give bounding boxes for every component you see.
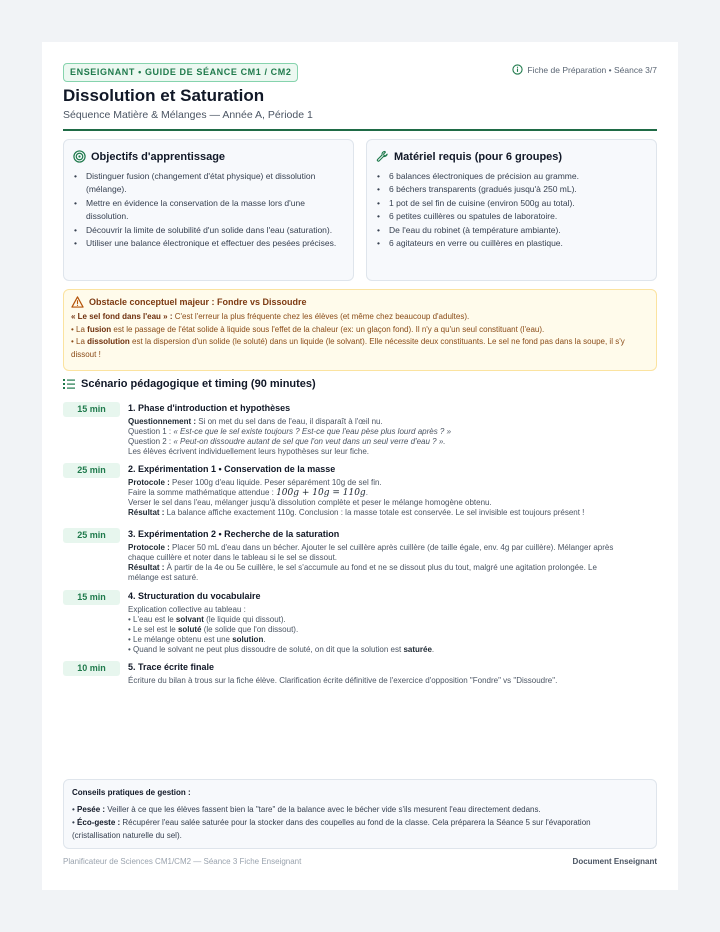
step-title: 4. Structuration du vocabulaire [128,591,261,601]
warning-icon [71,296,84,308]
list-item: • Distinguer fusion (changement d'état physique) et dissolution (mélange). [73,170,344,197]
page-title: Dissolution et Saturation [63,86,265,105]
math-formula: 100g + 10g = 110g [276,488,366,498]
step-title: 5. Trace écrite finale [128,662,215,672]
vocab-term: solvant [175,615,204,624]
materials-header [376,150,647,163]
step-body [128,402,657,457]
step-title: 2. Expérimentation 1 • Conservation de la masse [128,464,336,474]
step-body [128,463,657,518]
duration-badge: 25 min [63,463,120,478]
obstacle-title: Obstacle conceptuel majeur : Fondre vs Dissoudre [89,297,307,307]
role-badge: ENSEIGNANT • GUIDE DE SÉANCE CM1 / CM2 [63,63,298,82]
step-text: La balance affiche exactement 110g. Conclusion : la masse totale est conservée. Le sel invisible est toujours présent ! [164,508,585,517]
materials-card [366,139,657,281]
scenario-header [63,378,316,390]
vocab-term: saturée [403,645,432,654]
step-line [128,478,657,488]
step-line [128,508,657,518]
step-line: Les élèves écrivent individuellement leurs hypothèses sur leur fiche. [128,447,370,456]
prep-label [512,64,657,75]
objectives-card [63,139,354,281]
tip-text: Veiller à ce que les élèves fassent bien la "tare" de la balance avec le bécher vide s'ils mesurent l'eau directement dedans. [105,805,541,814]
list-item: • 1 pot de sel fin de cuisine (environ 500g au total). [376,197,647,210]
step-line [128,645,657,655]
step-label: Résultat : [128,508,165,517]
step-title: 1. Phase d'introduction et hypothèses [128,403,291,413]
step-label: Résultat : [128,563,165,572]
step-line [128,427,657,437]
step-line [128,563,657,573]
list-item: • De l'eau du robinet (à température ambiante). [376,224,647,237]
step-text: • Le mélange obtenu est une [128,635,233,644]
step-text: . [365,488,368,497]
step-quote: « Est-ce que le sel existe toujours ? Est-ce que l'eau pèse plus lourd après ? » [173,427,452,436]
obstacle-text: est la dispersion d'un solide (le soluté) dans un liquide (le solvant). Elle nécessite deux constituants. Le sel ne fond pas dans la soupe, il s'y dissout ! [71,337,625,359]
target-icon [73,150,86,163]
step-body [128,528,657,583]
obstacle-text: C'est l'erreur la plus fréquente chez les élèves (et même chez beaucoup d'adultes). [172,312,470,321]
page-subtitle: Séquence Matière & Mélanges — Année A, Période 1 [63,109,313,121]
duration-badge: 15 min [63,590,120,605]
obstacle-line [71,311,649,324]
obstacle-text: • La [71,324,88,334]
objectives-title: Objectifs d'apprentissage [91,150,226,163]
step-text: . [431,645,435,654]
obstacle-term: fusion [87,324,112,334]
step-text: (le solide que l'on dissout). [201,625,299,634]
wrench-icon [376,150,389,163]
step-line [128,543,657,553]
tip-line: • Pesée : Veiller à ce que les élèves fassent bien la "tare" de la balance avec le bécher vide s'ils mesurent l'eau directement dedans. [72,805,541,814]
list-item: • 6 agitateurs en verre ou cuillères en plastique. [376,237,647,250]
tip-label: Éco-geste : [77,818,121,827]
footer-left: Planificateur de Sciences CM1/CM2 — Séance 3 Fiche Enseignant [63,857,302,866]
step-text: Question 1 : [128,427,174,436]
step-line: Écriture du bilan à trous sur la fiche élève. Clarification écrite définitive de l'exercice d'opposition "Fondre" vs "Dissoudre". [128,676,558,685]
vocab-term: solution [232,635,264,644]
step-title: 3. Expérimentation 2 • Recherche de la saturation [128,529,340,539]
tips-card [63,779,657,849]
step-text: Placer 50 mL d'eau dans un bécher. Ajouter le sel cuillère après cuillère (de taille égale, env. 4g par cuillère). Mélanger après [169,543,614,552]
obstacle-term: « Le sel fond dans l'eau » : [71,312,173,321]
scenario-title: Scénario pédagogique et timing (90 minutes) [81,378,316,390]
step-text: Faire la somme mathématique attendue : [128,488,277,497]
duration-badge: 15 min [63,402,120,417]
list-item: • Mettre en évidence la conservation de la masse lors d'une dissolution. [73,197,344,224]
step-label: Protocole : [128,478,170,487]
step-quote: « Peut-on dissoudre autant de sel que l'on veut dans un seul verre d'eau ? ». [173,437,446,446]
objectives-header [73,150,344,163]
step-text: • Quand le solvant ne peut plus dissoudre de soluté, on dit que la solution est [128,645,404,654]
vocab-term: soluté [177,625,202,634]
obstacle-line [71,336,649,361]
tip-text: Récupérer l'eau salée saturée pour la stocker dans des coupelles au fond de la classe. Cela préparera la Séance 5 sur l'évaporation [120,818,591,827]
list-item: • 6 balances électroniques de précision au gramme. [376,170,647,183]
list-item: • 6 petites cuillères ou spatules de laboratoire. [376,210,647,223]
tips-title: Conseils pratiques de gestion : [72,788,191,797]
duration-badge: 25 min [63,528,120,543]
obstacle-text: • La [71,337,88,347]
step-text: Si on met du sel dans de l'eau, il disparaît à l'œil nu. [196,417,383,426]
step-line: mélange est saturé. [128,573,199,582]
step-line: Verser le sel dans l'eau, mélanger jusqu'à dissolution complète et peser le mélange homogène obtenu. [128,498,492,507]
step-text: Peser 100g d'eau liquide. Peser séparément 10g de sel fin. [169,478,382,487]
footer-right: Document Enseignant [572,857,657,866]
step-line [128,417,657,427]
step-text: • Le sel est le [128,625,178,634]
step-line: Explication collective au tableau : [128,605,246,614]
materials-list [376,170,647,250]
obstacle-term: dissolution [87,337,130,347]
step-line [128,488,657,498]
materials-title: Matériel requis (pour 6 groupes) [394,150,563,163]
objectives-list [73,170,344,250]
step-body [128,590,657,655]
step-line [128,437,657,447]
obstacle-header [71,296,649,308]
step-text: • L'eau est le [128,615,176,624]
step-line [128,635,657,645]
step-label: Questionnement : [128,417,197,426]
tip-line: (cristallisation naturelle du sel). [72,831,182,840]
prep-text: Fiche de Préparation • Séance 3/7 [527,64,657,75]
list-icon [63,378,75,390]
step-text: (le liquide qui dissout). [203,615,286,624]
step-text: Question 2 : [128,437,174,446]
step-line [128,625,657,635]
step-body [128,661,657,686]
list-item: • Découvrir la limite de solubilité d'un solide dans l'eau (saturation). [73,224,344,237]
obstacle-line [71,324,649,337]
obstacle-text: est le passage de l'état solide à liquide sous l'effet de la chaleur (ex: un glaçon fond). Il n'y a qu'un seul constituant (l'eau). [111,324,545,334]
info-circle-icon [512,64,523,75]
step-label: Protocole : [128,543,170,552]
step-line [128,615,657,625]
duration-badge: 10 min [63,661,120,676]
step-line: chaque cuillère et noter dans le tableau si le sel se dissout. [128,553,338,562]
header-divider [63,129,657,131]
document-page [42,42,678,890]
list-item: • Utiliser une balance électronique et effectuer des pesées précises. [73,237,344,250]
step-text: À partir de la 4e ou 5e cuillère, le sel s'accumule au fond et ne se dissout plus du tout, malgré une agitation prolongée. Le [164,563,597,572]
tip-line: • Éco-geste : Récupérer l'eau salée saturée pour la stocker dans des coupelles au fond de la classe. Cela préparera la Séance 5 sur l'évaporation [72,818,591,827]
tip-label: Pesée : [77,805,106,814]
obstacle-callout [63,289,657,371]
step-text: . [263,635,266,644]
list-item: • 6 béchers transparents (gradués jusqu'à 250 mL). [376,183,647,196]
